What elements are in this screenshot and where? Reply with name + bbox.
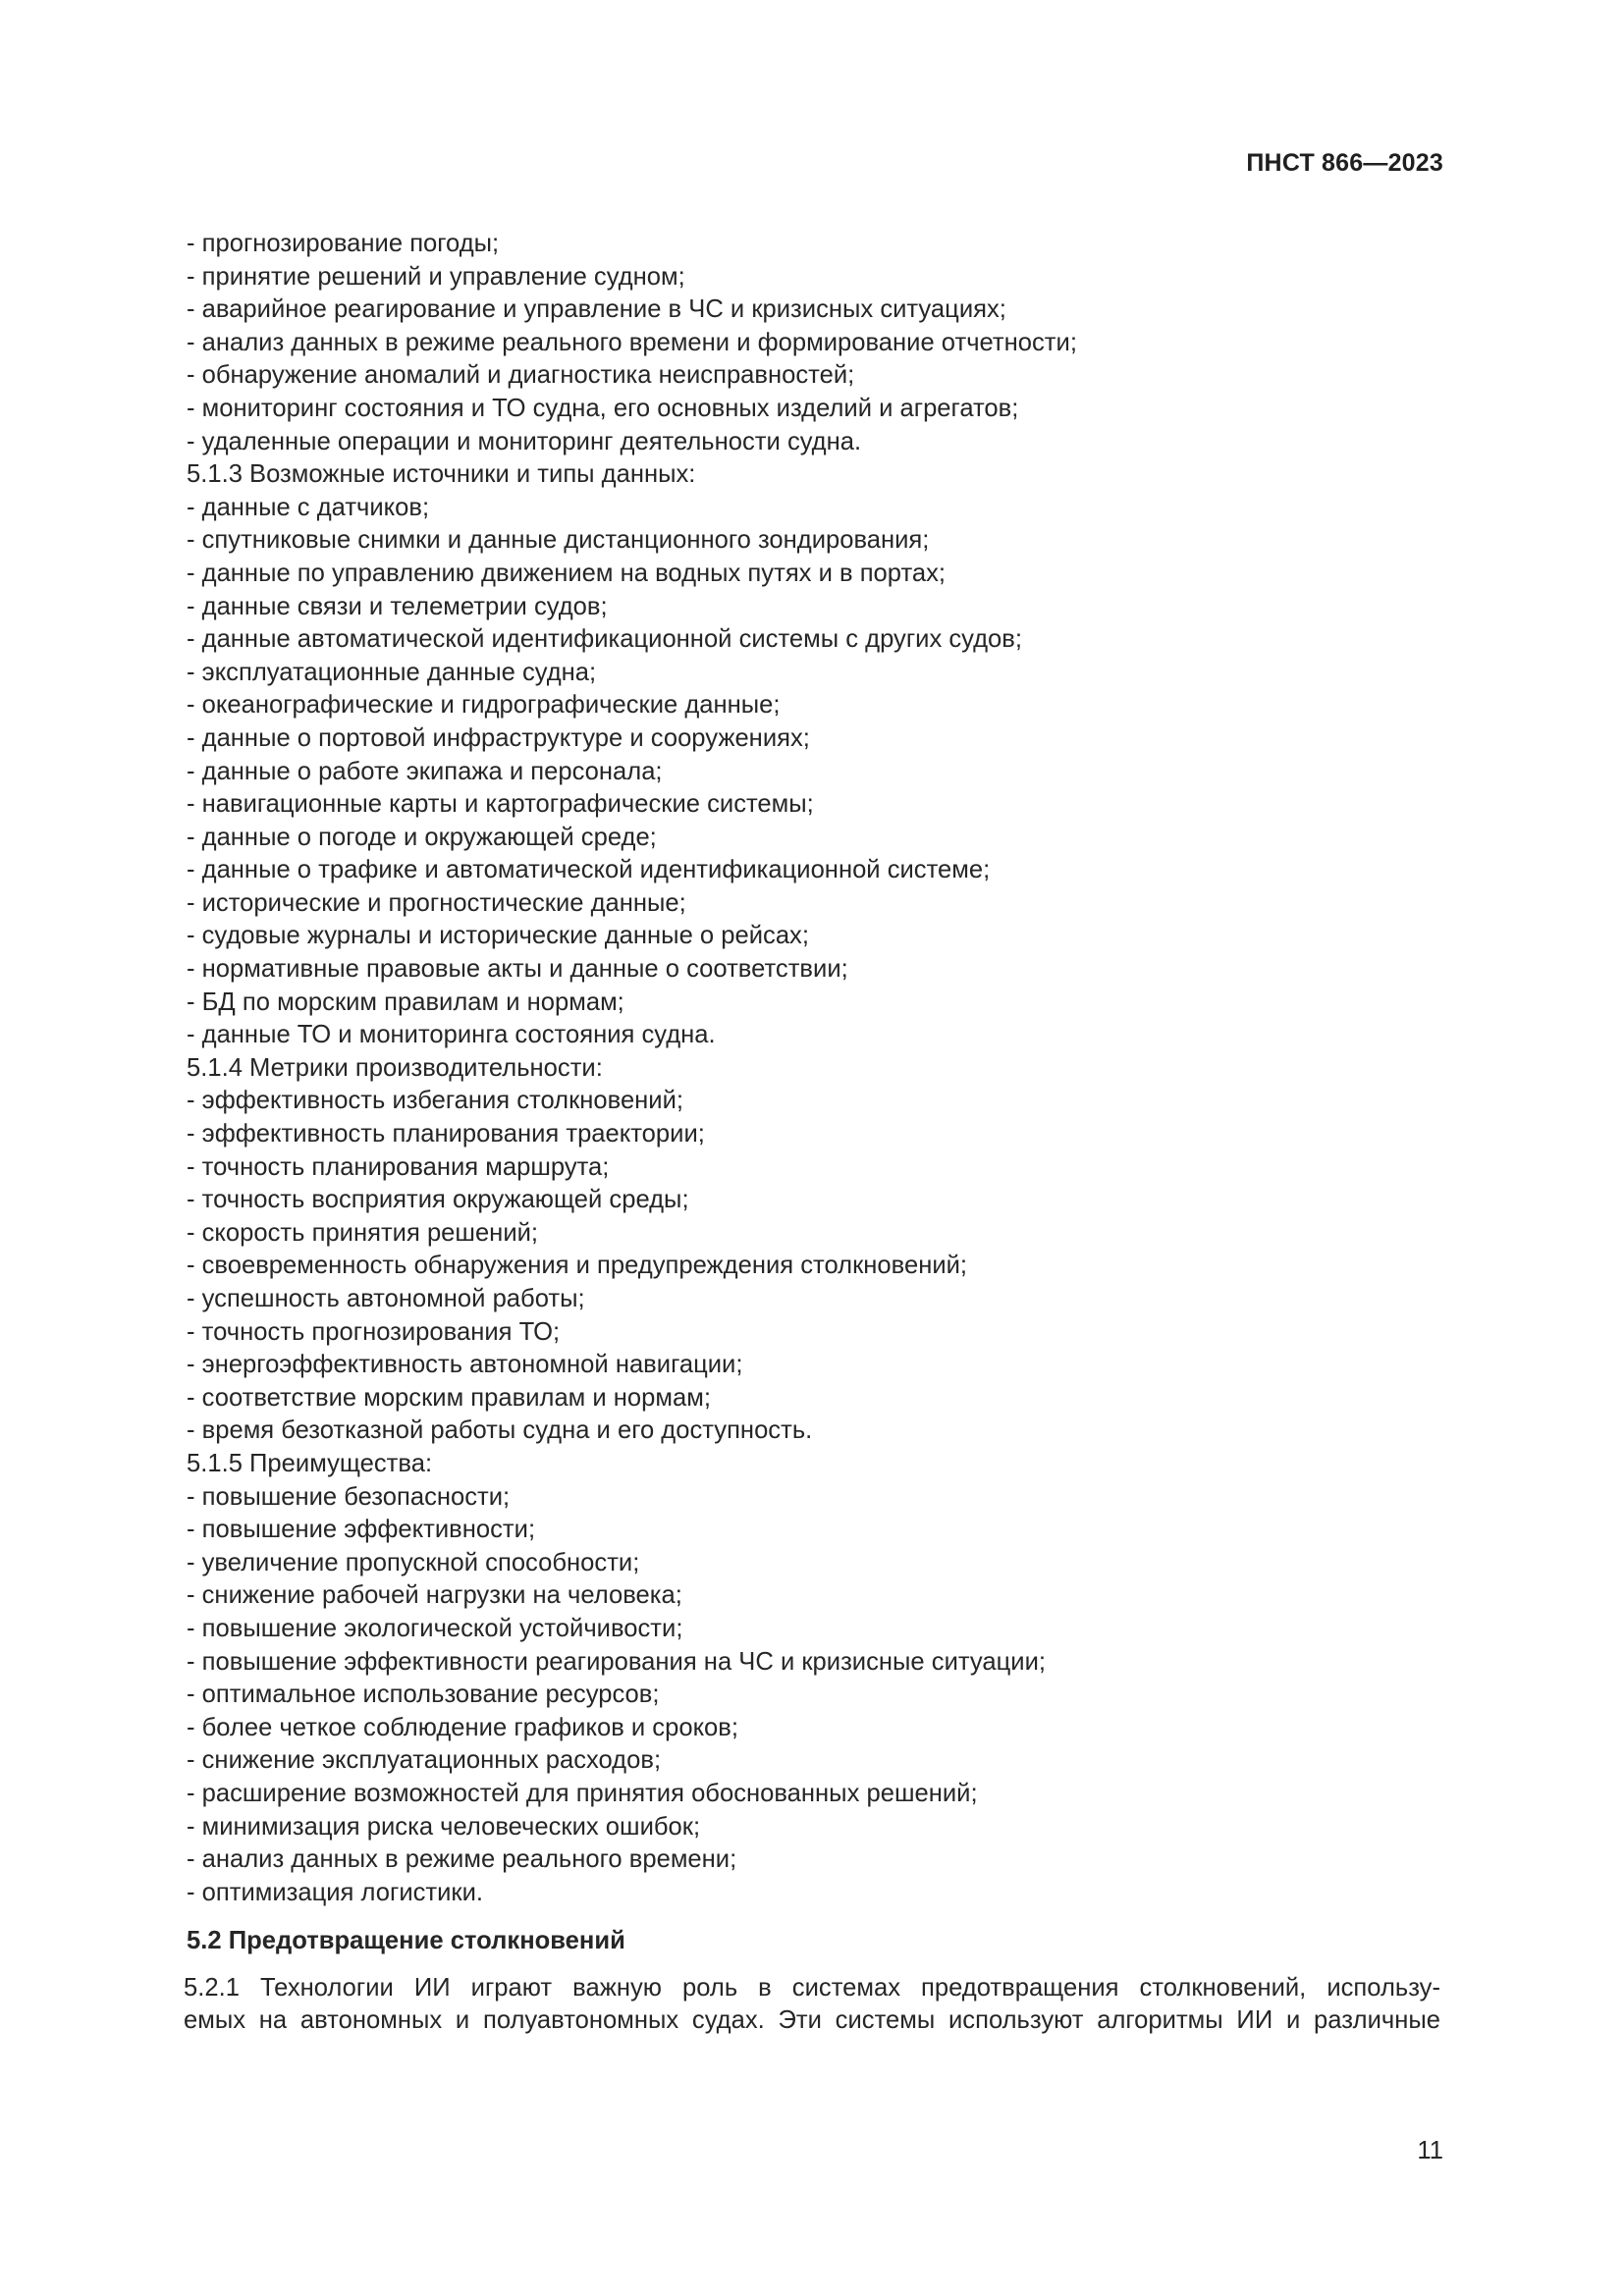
list-item: - снижение эксплуатационных расходов; xyxy=(187,1746,662,1775)
list-item: - данные автоматической идентификационной системы с других судов; xyxy=(187,625,1022,654)
list-item: - эффективность планирования траектории; xyxy=(187,1120,705,1148)
list-item: - обнаружение аномалий и диагностика неисправностей; xyxy=(187,361,855,390)
section-heading-5-1-3: 5.1.3 Возможные источники и типы данных: xyxy=(187,460,696,489)
list-item: - данные о трафике и автоматической идентификационной системе; xyxy=(187,856,991,884)
list-item: - данные с датчиков; xyxy=(187,493,430,521)
document-code: ПНСТ 866—2023 xyxy=(1246,149,1443,177)
list-item: - нормативные правовые акты и данные о соответствии; xyxy=(187,955,848,984)
list-item: - океанографические и гидрографические данные; xyxy=(187,691,781,720)
list-item: - аварийное реагирование и управление в ЧС и кризисных ситуациях; xyxy=(187,295,1006,324)
list-item: - мониторинг состояния и ТО судна, его основных изделий и агрегатов; xyxy=(187,394,1019,422)
list-data-sources xyxy=(187,492,1443,1052)
paragraph-5-2-1 xyxy=(184,1972,1443,2038)
list-item: - скорость принятия решений; xyxy=(187,1218,539,1247)
section-heading-5-2: 5.2 Предотвращение столкновений xyxy=(187,1927,625,1955)
list-item: - исторические и прогностические данные; xyxy=(187,888,686,917)
list-item: - данные о работе экипажа и персонала; xyxy=(187,757,663,785)
list-item: - данные о погоде и окружающей среде; xyxy=(187,823,657,851)
list-item: - расширение возможностей для принятия обоснованных решений; xyxy=(187,1779,978,1807)
list-item: - точность прогнозирования ТО; xyxy=(187,1317,561,1346)
list-item: - точность планирования маршрута; xyxy=(187,1152,610,1181)
list-item: - минимизация риска человеческих ошибок; xyxy=(187,1812,701,1841)
list-item: - соответствие морским правилам и нормам; xyxy=(187,1383,711,1412)
paragraph-line: 5.2.1 Технологии ИИ играют важную роль в системах предотвращения столкновений, использу- xyxy=(184,1973,1440,2002)
list-item: - БД по морским правилам и нормам; xyxy=(187,988,624,1016)
list-item: - снижение рабочей нагрузки на человека; xyxy=(187,1581,682,1610)
list-item: - своевременность обнаружения и предупреждения столкновений; xyxy=(187,1252,968,1280)
page-content xyxy=(184,228,1443,2038)
page-number: 11 xyxy=(1417,2137,1443,2164)
list-item: - оптимальное использование ресурсов; xyxy=(187,1681,660,1709)
list-item: - удаленные операции и мониторинг деятельности судна. xyxy=(187,427,862,455)
list-item: - точность восприятия окружающей среды; xyxy=(187,1186,689,1214)
list-item: - повышение эффективности реагирования на ЧС и кризисные ситуации; xyxy=(187,1647,1046,1676)
list-item: - успешность автономной работы; xyxy=(187,1285,585,1312)
list-item: - судовые журналы и исторические данные о рейсах; xyxy=(187,922,809,950)
section-heading-5-1-5: 5.1.5 Преимущества: xyxy=(187,1449,433,1477)
list-applications xyxy=(187,228,1443,458)
list-item: - данные по управлению движением на водных путях и в портах; xyxy=(187,559,947,587)
list-performance-metrics xyxy=(187,1085,1443,1448)
list-item: - анализ данных в режиме реального времени; xyxy=(187,1845,737,1874)
list-item: - эффективность избегания столкновений; xyxy=(187,1087,684,1115)
list-item: - энергоэффективность автономной навигации; xyxy=(187,1351,743,1379)
list-item: - спутниковые снимки и данные дистанционного зондирования; xyxy=(187,526,930,555)
list-item: - оптимизация логистики. xyxy=(187,1878,484,1906)
list-item: - данные ТО и мониторинга состояния судна. xyxy=(187,1021,716,1049)
list-item: - данные о портовой инфраструктуре и сооружениях; xyxy=(187,723,810,752)
list-item: - время безотказной работы судна и его доступность. xyxy=(187,1416,813,1445)
list-item: - данные связи и телеметрии судов; xyxy=(187,592,608,620)
list-item: - эксплуатационные данные судна; xyxy=(187,658,597,686)
list-advantages xyxy=(187,1481,1443,1910)
list-item: - повышение безопасности; xyxy=(187,1482,511,1511)
section-heading-5-1-4: 5.1.4 Метрики производительности: xyxy=(187,1053,603,1082)
list-item: - повышение экологической устойчивости; xyxy=(187,1614,683,1642)
paragraph-line: емых на автономных и полуавтономных судах. Эти системы используют алгоритмы ИИ и различные xyxy=(184,2006,1440,2035)
list-item: - прогнозирование погоды; xyxy=(187,230,500,257)
list-item: - анализ данных в режиме реального времени и формирование отчетности; xyxy=(187,328,1077,356)
list-item: - повышение эффективности; xyxy=(187,1516,536,1544)
list-item: - более четкое соблюдение графиков и сроков; xyxy=(187,1713,738,1741)
list-item: - навигационные карты и картографические системы; xyxy=(187,790,814,819)
list-item: - увеличение пропускной способности; xyxy=(187,1548,640,1576)
list-item: - принятие решений и управление судном; xyxy=(187,262,685,291)
